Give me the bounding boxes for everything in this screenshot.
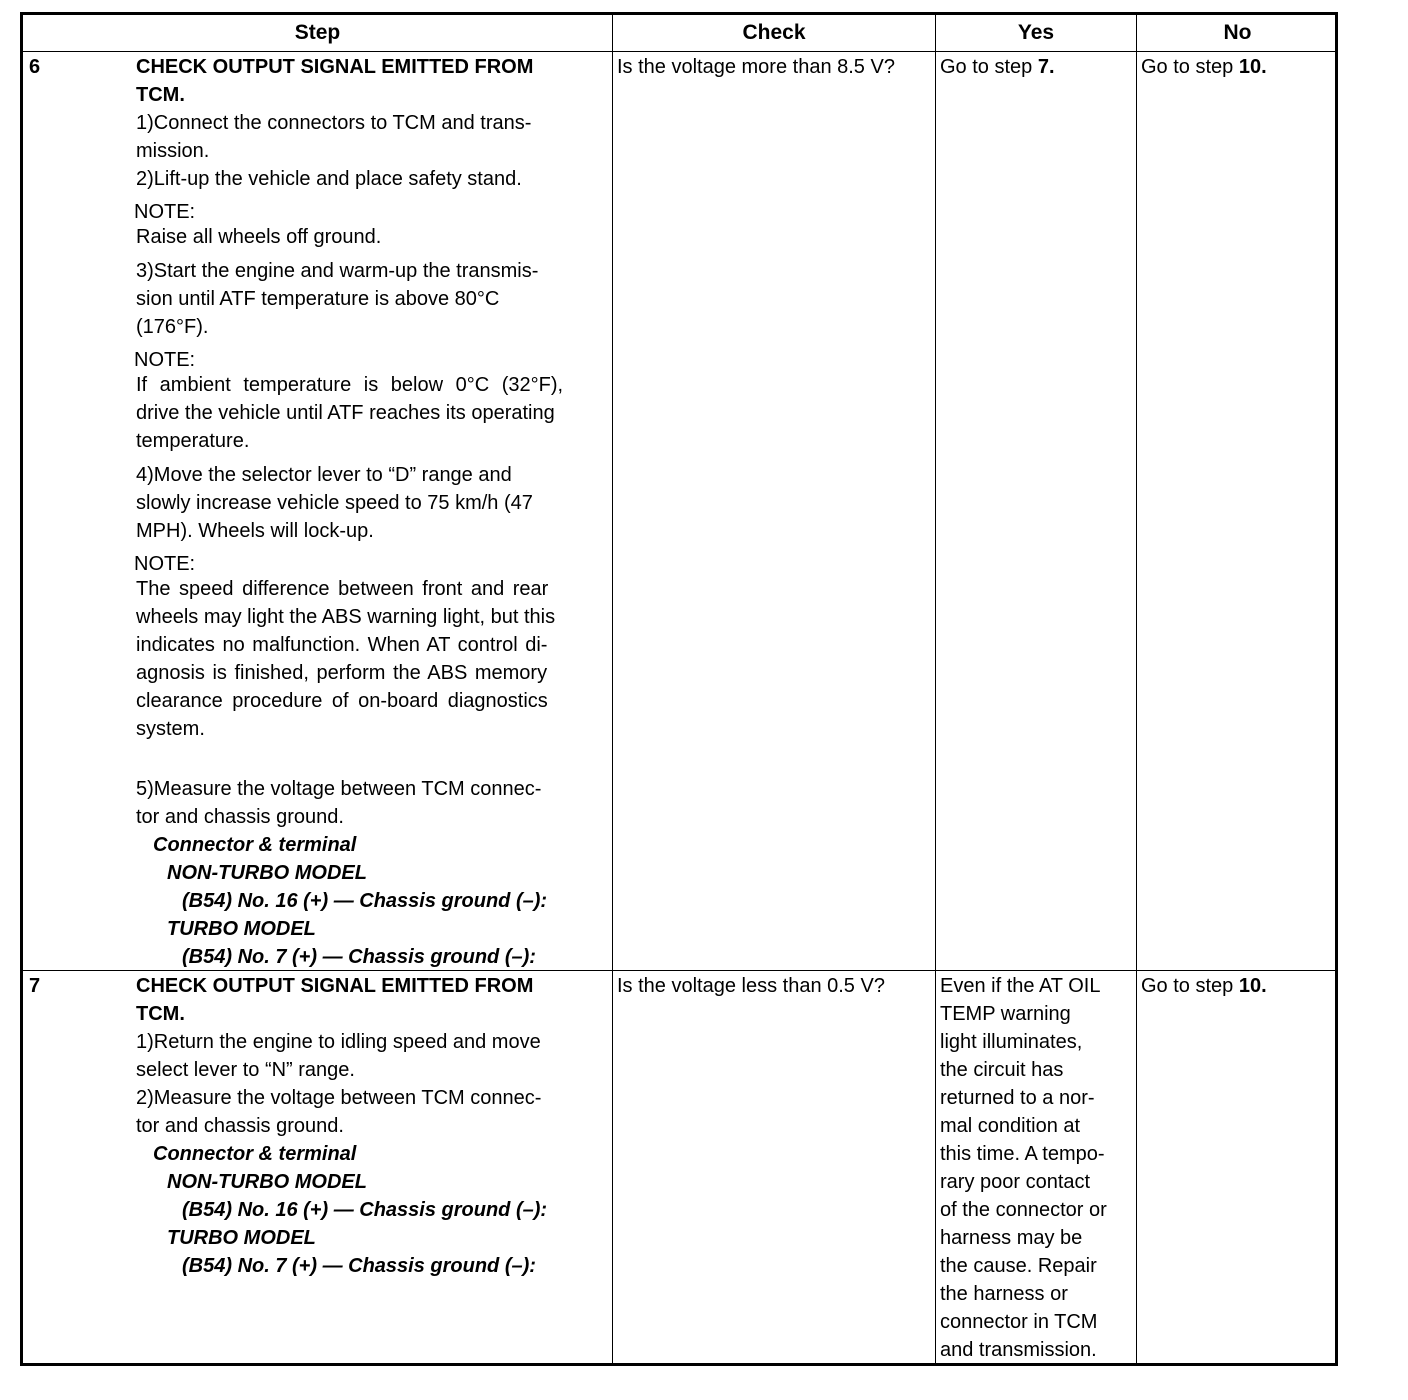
- note-label: NOTE:: [134, 553, 196, 575]
- yes-action-line: this time. A tempo-: [940, 1143, 1105, 1165]
- column-divider: [1136, 15, 1137, 1363]
- step-title: CHECK OUTPUT SIGNAL EMITTED FROM: [136, 56, 534, 78]
- note-text: temperature.: [136, 430, 250, 452]
- no-action: [1141, 53, 1336, 81]
- instruction-line: 3)Start the engine and warm-up the transmis-: [136, 260, 539, 282]
- connector-terminal-label: Connector & terminal: [153, 1143, 357, 1165]
- note-text: The speed difference between front and rear: [136, 578, 549, 600]
- yes-action: [940, 53, 1134, 81]
- no-action-text: Go to step: [1141, 975, 1239, 997]
- step-reference: 10.: [1238, 56, 1267, 78]
- yes-action-line: the cause. Repair: [940, 1255, 1097, 1277]
- column-divider: [612, 15, 613, 1363]
- header-yes: Yes: [1017, 21, 1055, 44]
- step-title: CHECK OUTPUT SIGNAL EMITTED FROM: [136, 975, 534, 997]
- instruction-line: tor and chassis ground.: [136, 1115, 344, 1137]
- instruction-line: 2)Lift-up the vehicle and place safety stand.: [136, 168, 522, 190]
- yes-action-line: TEMP warning: [940, 1003, 1071, 1025]
- header-check: Check: [742, 21, 806, 44]
- model-label: NON-TURBO MODEL: [167, 862, 367, 884]
- note-text: system.: [136, 718, 205, 740]
- note-text: clearance procedure of on-board diagnostics: [136, 690, 548, 712]
- note-text: Raise all wheels off ground.: [136, 226, 382, 248]
- instruction-line: (176°F).: [136, 316, 209, 338]
- diagnostic-table: [20, 12, 1338, 1366]
- model-label: TURBO MODEL: [167, 918, 316, 940]
- note-text: drive the vehicle until ATF reaches its operating: [136, 402, 555, 424]
- step-7-instructions: [136, 972, 608, 1280]
- model-label: TURBO MODEL: [167, 1227, 316, 1249]
- column-divider: [935, 15, 936, 1363]
- terminal-spec: (B54) No. 16 (+) — Chassis ground (–):: [182, 1199, 548, 1221]
- no-action-text: Go to step: [1141, 56, 1239, 78]
- instruction-line: sion until ATF temperature is above 80°C: [136, 288, 500, 310]
- step-6-instructions: [136, 53, 608, 971]
- check-question: Is the voltage more than 8.5 V?: [617, 56, 895, 78]
- instruction-line: slowly increase vehicle speed to 75 km/h (47: [136, 492, 533, 514]
- yes-action-line: returned to a nor-: [940, 1087, 1095, 1109]
- terminal-spec: (B54) No. 7 (+) — Chassis ground (–):: [182, 1255, 536, 1277]
- step-reference: 7.: [1037, 56, 1055, 78]
- step-title: TCM.: [136, 84, 185, 106]
- yes-action-line: rary poor contact: [940, 1171, 1091, 1193]
- yes-action-line: connector in TCM: [940, 1311, 1098, 1333]
- yes-action-line: the harness or: [940, 1283, 1068, 1305]
- note-text: wheels may light the ABS warning light, but this: [136, 606, 556, 628]
- step-number: 6: [29, 56, 41, 78]
- header-step: Step: [294, 21, 341, 44]
- yes-action-line: mal condition at: [940, 1115, 1081, 1137]
- instruction-line: 5)Measure the voltage between TCM connec-: [136, 778, 542, 800]
- instruction-line: 2)Measure the voltage between TCM connec-: [136, 1087, 542, 1109]
- instruction-line: 1)Return the engine to idling speed and move: [136, 1031, 541, 1053]
- note-label: NOTE:: [134, 349, 196, 371]
- yes-action-line: and transmission.: [940, 1339, 1097, 1361]
- instruction-line: tor and chassis ground.: [136, 806, 344, 828]
- instruction-line: select lever to “N” range.: [136, 1059, 355, 1081]
- no-action: [1141, 972, 1336, 1000]
- connector-terminal-label: Connector & terminal: [153, 834, 357, 856]
- note-text: indicates no malfunction. When AT control di-: [136, 634, 548, 656]
- yes-action-line: of the connector or: [940, 1199, 1107, 1221]
- step-reference: 10.: [1238, 975, 1267, 997]
- yes-action-line: Even if the AT OIL: [940, 975, 1101, 997]
- model-label: NON-TURBO MODEL: [167, 1171, 367, 1193]
- instruction-line: 4)Move the selector lever to “D” range and: [136, 464, 512, 486]
- note-label: NOTE:: [134, 201, 196, 223]
- yes-action: [940, 972, 1134, 1364]
- note-text: agnosis is finished, perform the ABS memory: [136, 662, 548, 684]
- yes-action-line: harness may be: [940, 1227, 1083, 1249]
- step-title: TCM.: [136, 1003, 185, 1025]
- instruction-line: 1)Connect the connectors to TCM and trans-: [136, 112, 532, 134]
- terminal-spec: (B54) No. 7 (+) — Chassis ground (–):: [182, 946, 536, 968]
- yes-action-text: Go to step: [940, 56, 1038, 78]
- header-no: No: [1223, 21, 1252, 44]
- terminal-spec: (B54) No. 16 (+) — Chassis ground (–):: [182, 890, 548, 912]
- yes-action-line: light illuminates,: [940, 1031, 1083, 1053]
- row-divider: [23, 51, 1335, 52]
- instruction-line: MPH). Wheels will lock-up.: [136, 520, 374, 542]
- check-question: Is the voltage less than 0.5 V?: [617, 975, 885, 997]
- instruction-line: mission.: [136, 140, 210, 162]
- note-text: If ambient temperature is below 0°C (32°F),: [136, 374, 564, 396]
- step-number: 7: [29, 975, 41, 997]
- yes-action-line: the circuit has: [940, 1059, 1064, 1081]
